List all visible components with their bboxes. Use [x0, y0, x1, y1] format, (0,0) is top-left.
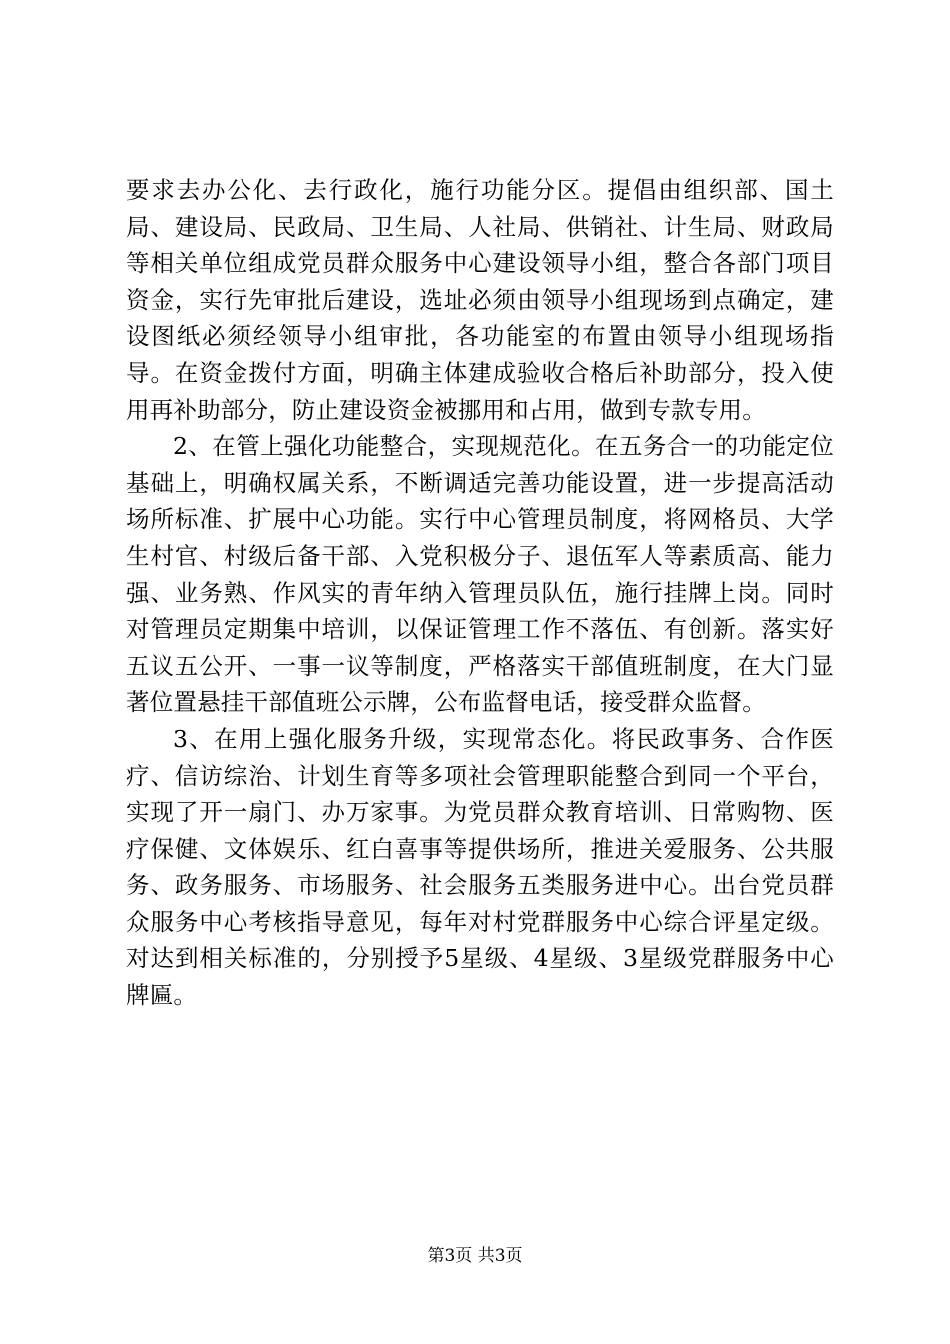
paragraph-item-3: 3、在用上强化服务升级，实现常态化。将民政事务、合作医疗、信访综治、计划生育等多项社会管理职能整合到同一个平台，实现了开一扇门、办万家事。为党员群众教育培训、日常购物、医疗保健、文体娱乐、红白喜事等提供场所，推进关爱服务、公共服务、政务服务、市场服务、社会服务五类服务进中心。出台党员群众服务中心考核指导意见，每年对村党群服务中心综合评星定级。对达到相关标准的，分别授予5星级、4星级、3星级党群服务中心牌匾。 — [126, 724, 834, 1010]
document-body — [126, 172, 834, 1014]
paragraph-continuation: 要求去办公化、去行政化，施行功能分区。提倡由组织部、国土局、建设局、民政局、卫生局、人社局、供销社、计生局、财政局等相关单位组成党员群众服务中心建设领导小组，整合各部门项目资金，实行先审批后建设，选址必须由领导小组现场到点确定，建设图纸必须经领导小组审批，各功能室的布置由领导小组现场指导。在资金拨付方面，明确主体建成验收合格后补助部分，投入使用再补助部分，防止建设资金被挪用和占用，做到专款专用。 — [126, 176, 834, 424]
paragraph-item-2: 2、在管上强化功能整合，实现规范化。在五务合一的功能定位基础上，明确权属关系，不断调适完善功能设置，进一步提高活动场所标准、扩展中心功能。实行中心管理员制度，将网格员、大学生村官、村级后备干部、入党积极分子、退伍军人等素质高、能力强、业务熟、作风实的青年纳入管理员队伍，施行挂牌上岗。同时对管理员定期集中培训，以保证管理工作不落伍、有创新。落实好五议五公开、一事一议等制度，严格落实干部值班制度，在大门显著位置悬挂干部值班公示牌，公布监督电话，接受群众监督。 — [126, 432, 834, 717]
page-footer: 第3页 共3页 — [427, 1246, 523, 1266]
